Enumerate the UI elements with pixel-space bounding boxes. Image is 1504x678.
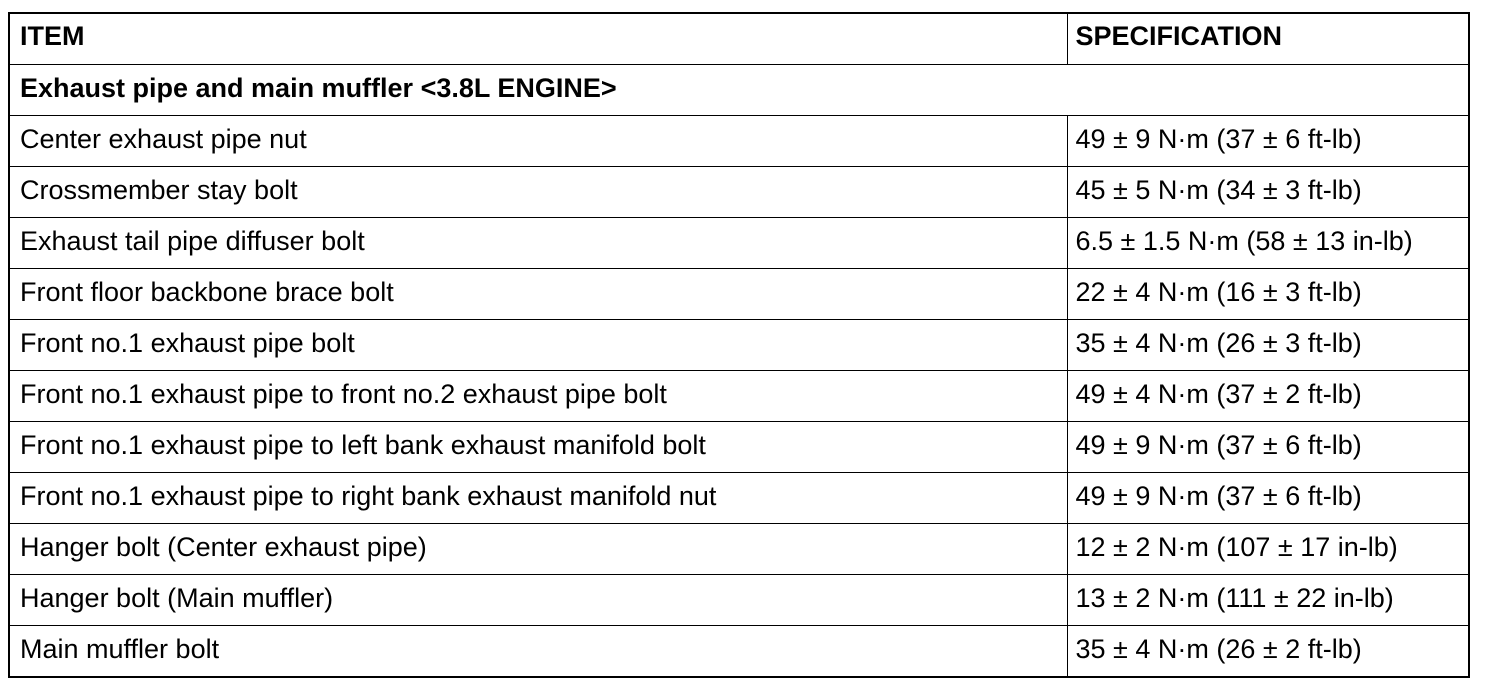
item-cell: Crossmember stay bolt [9, 167, 1067, 218]
table-row [9, 626, 1469, 678]
section-row [9, 65, 1469, 116]
table-row [9, 422, 1469, 473]
spec-cell: 49 ± 4 N·m (37 ± 2 ft-lb) [1067, 371, 1469, 422]
spec-cell: 6.5 ± 1.5 N·m (58 ± 13 in-lb) [1067, 218, 1469, 269]
item-cell: Front floor backbone brace bolt [9, 269, 1067, 320]
spec-cell: 45 ± 5 N·m (34 ± 3 ft-lb) [1067, 167, 1469, 218]
item-cell: Exhaust tail pipe diffuser bolt [9, 218, 1067, 269]
item-cell: Front no.1 exhaust pipe to right bank exhaust manifold nut [9, 473, 1067, 524]
section-title: Exhaust pipe and main muffler <3.8L ENGINE> [9, 65, 1469, 116]
table-row [9, 167, 1469, 218]
table-row [9, 320, 1469, 371]
table-row [9, 371, 1469, 422]
table-row [9, 269, 1469, 320]
item-cell: Front no.1 exhaust pipe bolt [9, 320, 1067, 371]
table-row [9, 575, 1469, 626]
item-cell: Front no.1 exhaust pipe to left bank exhaust manifold bolt [9, 422, 1067, 473]
item-column-header: ITEM [9, 13, 1067, 65]
spec-cell: 49 ± 9 N·m (37 ± 6 ft-lb) [1067, 473, 1469, 524]
spec-cell: 49 ± 9 N·m (37 ± 6 ft-lb) [1067, 116, 1469, 167]
item-cell: Front no.1 exhaust pipe to front no.2 exhaust pipe bolt [9, 371, 1067, 422]
spec-cell: 35 ± 4 N·m (26 ± 2 ft-lb) [1067, 626, 1469, 678]
torque-spec-table [8, 12, 1470, 678]
table-row [9, 524, 1469, 575]
item-cell: Main muffler bolt [9, 626, 1067, 678]
table-row [9, 218, 1469, 269]
spec-cell: 22 ± 4 N·m (16 ± 3 ft-lb) [1067, 269, 1469, 320]
spec-cell: 49 ± 9 N·m (37 ± 6 ft-lb) [1067, 422, 1469, 473]
item-cell: Hanger bolt (Center exhaust pipe) [9, 524, 1067, 575]
item-cell: Hanger bolt (Main muffler) [9, 575, 1067, 626]
item-cell: Center exhaust pipe nut [9, 116, 1067, 167]
table-header-row [9, 13, 1469, 65]
spec-cell: 35 ± 4 N·m (26 ± 3 ft-lb) [1067, 320, 1469, 371]
spec-cell: 12 ± 2 N·m (107 ± 17 in-lb) [1067, 524, 1469, 575]
spec-cell: 13 ± 2 N·m (111 ± 22 in-lb) [1067, 575, 1469, 626]
table-row [9, 116, 1469, 167]
table-row [9, 473, 1469, 524]
specification-column-header: SPECIFICATION [1067, 13, 1469, 65]
